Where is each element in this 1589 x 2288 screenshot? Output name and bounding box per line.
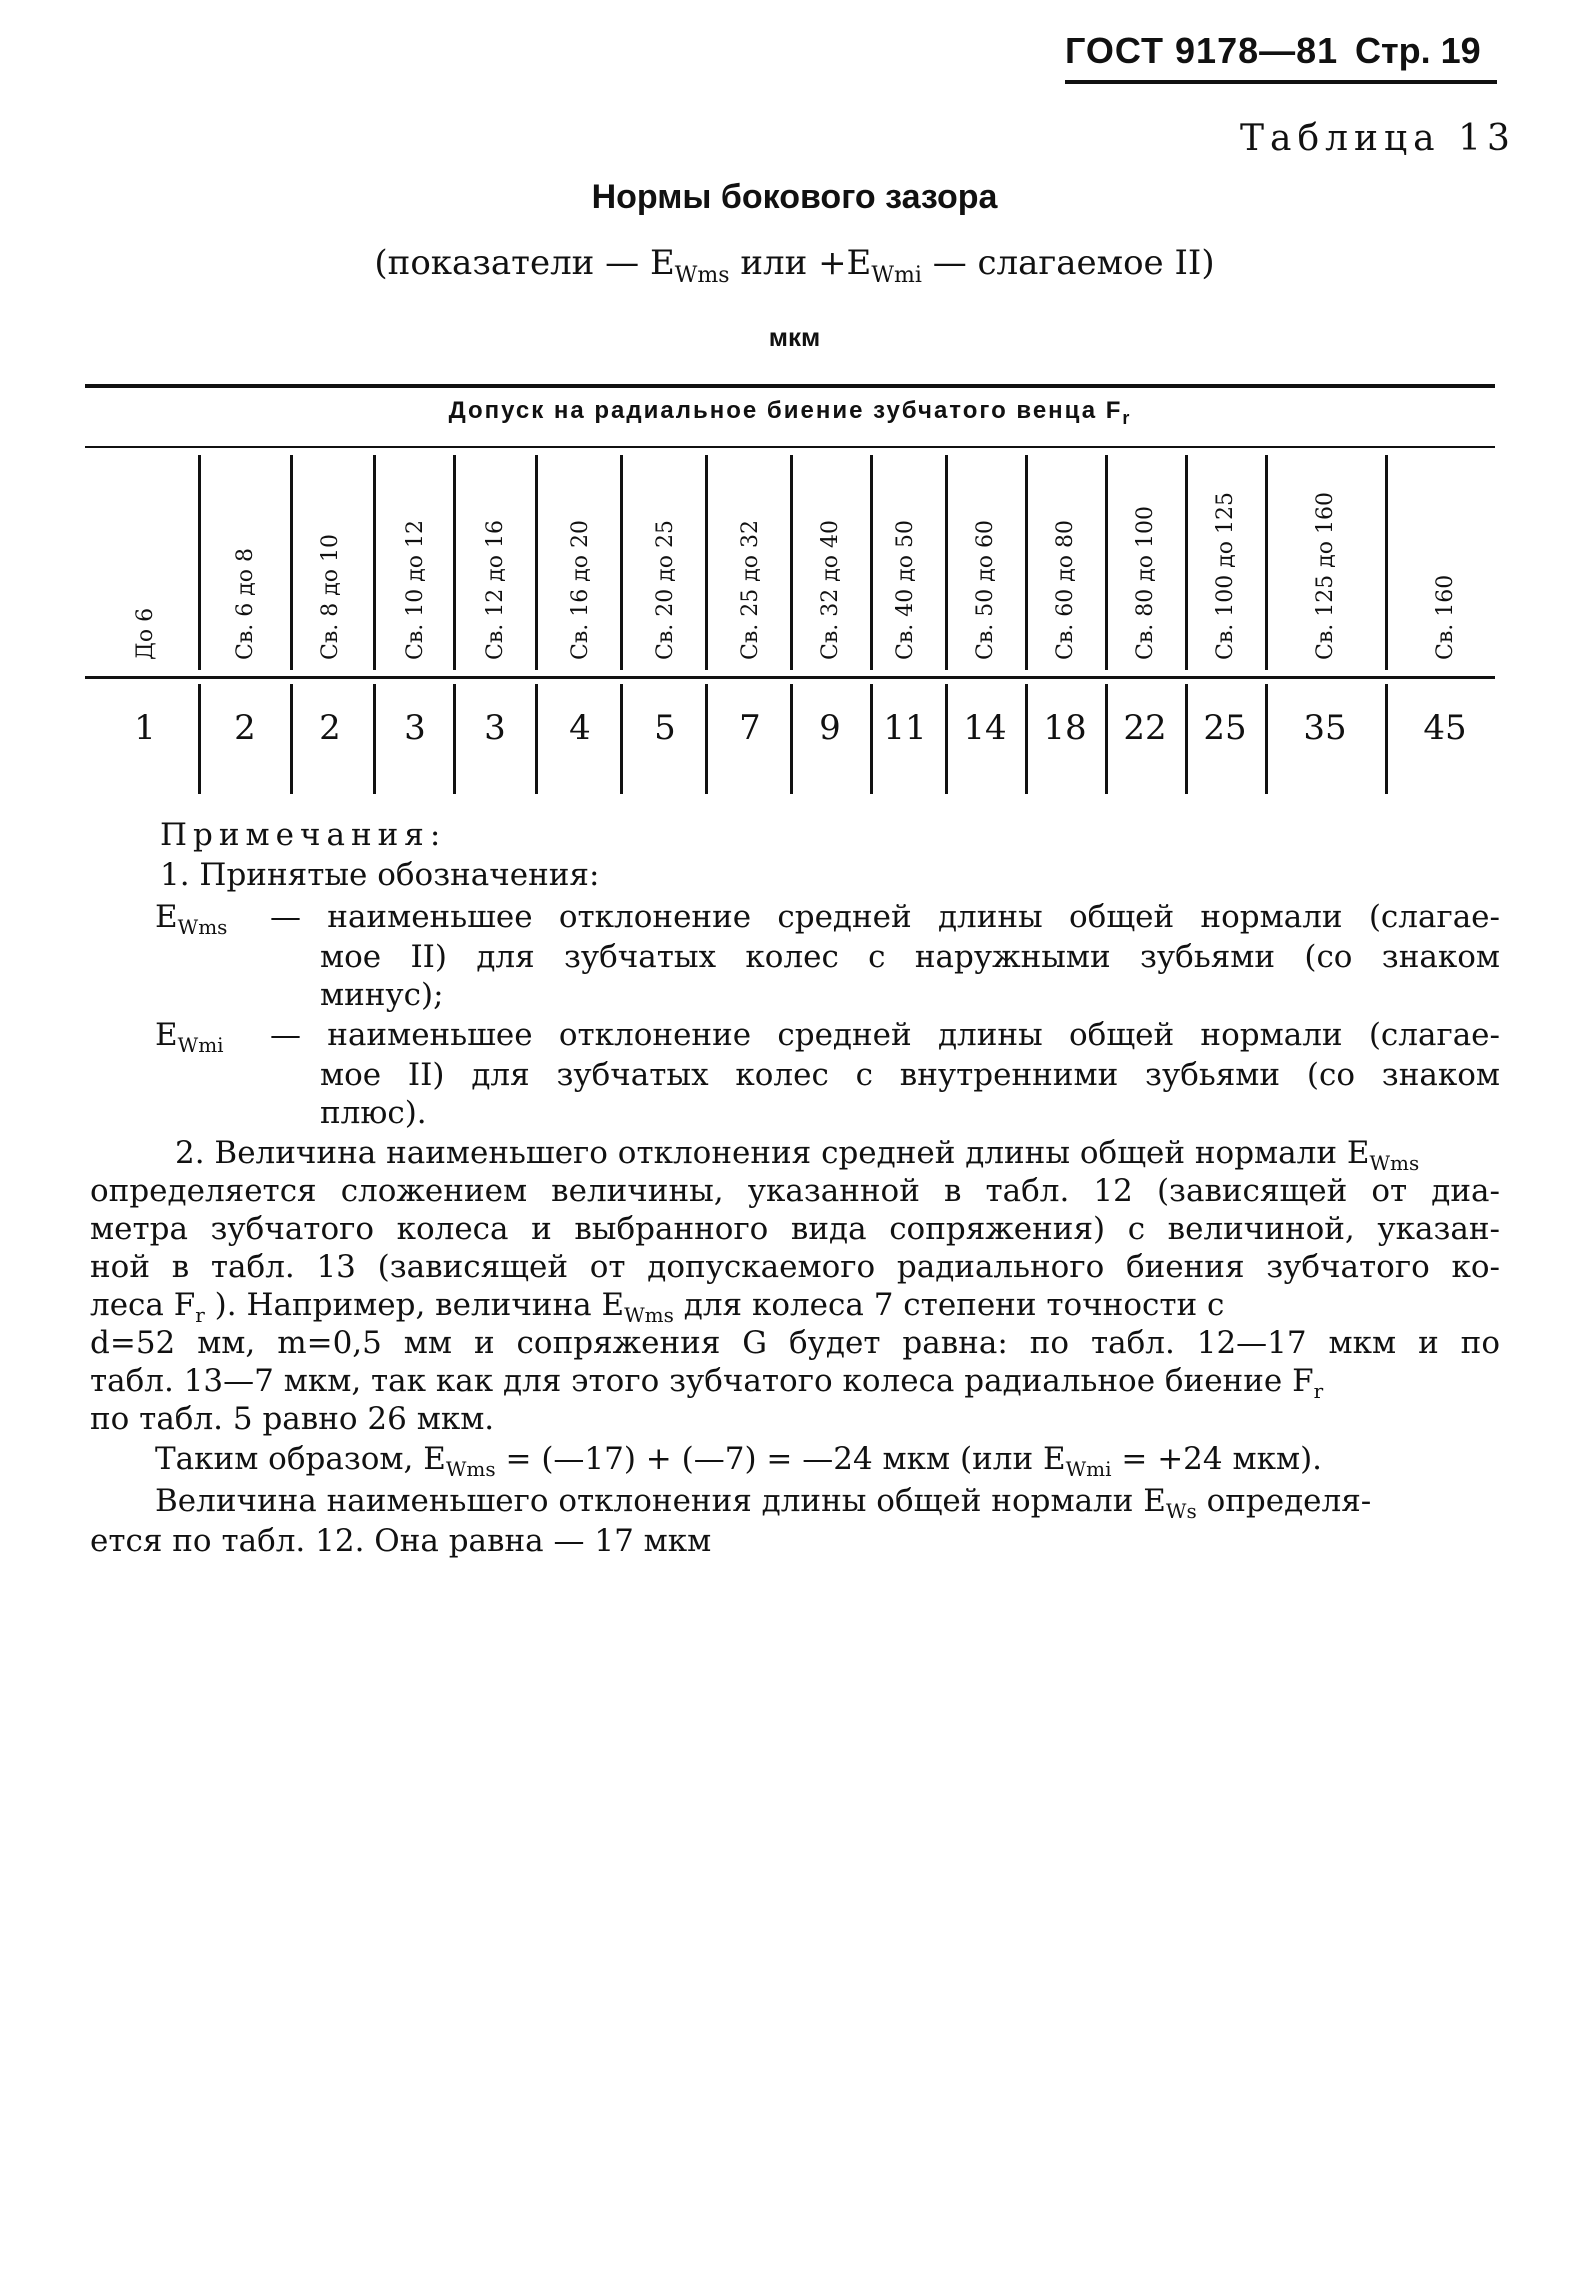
note-3-line-1: Величина наименьшего отклонения длины общей нормали $E_{Ws}$ определя- <box>155 1483 1372 1524</box>
column-header-label: Св. 100 до 125 <box>1213 492 1238 660</box>
ewmi-definition-line-2: мое II) для зубчатых колес с внутренними зубьями (со знаком <box>320 1057 1500 1093</box>
table-cell-value: 2 <box>234 708 256 748</box>
note-2-line-8: по табл. 5 равно 26 мкм. <box>90 1401 495 1437</box>
note-2-line-9: Таким образом, $E_{Wms}$ = (—17) + (—7) = —24 мкм (или $E_{Wmi} = +24$ мкм). <box>155 1441 1323 1482</box>
page-number: Стр. 19 <box>1355 30 1481 71</box>
table-cell-value: 3 <box>404 708 426 748</box>
table-cell-value: 35 <box>1303 708 1347 748</box>
symbol-ewmi: $E_{Wmi}$ <box>155 1017 224 1058</box>
table-cell-value: 2 <box>319 708 341 748</box>
body-column-divider <box>453 684 456 794</box>
column-header-label: Св. 40 до 50 <box>893 520 918 660</box>
note-2-line-5: леса $F_r$ ). Например, величина $E_{Wms}$ для колеса 7 степени точности с <box>90 1287 1225 1328</box>
table-subtitle: (показатели — $E_{Wms}$ или $+E_{Wmi}$ — слагаемое II) <box>374 243 1215 288</box>
table-cell-value: 1 <box>134 708 156 748</box>
ewmi-definition-line-1: — наименьшее отклонение средней длины общей нормали (слагае- <box>270 1017 1500 1053</box>
column-header-label: Св. 50 до 60 <box>973 520 998 660</box>
column-group-header: Допуск на радиальное биение зубчатого венца $F_r$ <box>448 397 1132 428</box>
header-column-divider <box>1105 455 1108 670</box>
note-2-line-4: ной в табл. 13 (зависящей от допускаемого радиального биения зубчатого ко- <box>90 1249 1500 1285</box>
note-2-line-2: определяется сложением величины, указанной в табл. 12 (зависящей от диа- <box>90 1173 1500 1209</box>
note-3-line-2: ется по табл. 12. Она равна — 17 мкм <box>90 1523 712 1559</box>
header-column-divider <box>1185 455 1188 670</box>
column-header-label: Св. 25 до 32 <box>738 520 763 660</box>
header-column-divider <box>453 455 456 670</box>
body-column-divider <box>1105 684 1108 794</box>
body-column-divider <box>198 684 201 794</box>
body-column-divider <box>373 684 376 794</box>
column-header-label: Св. 10 до 12 <box>403 520 428 660</box>
header-column-divider <box>290 455 293 670</box>
header-column-divider <box>790 455 793 670</box>
body-column-divider <box>620 684 623 794</box>
header-column-divider <box>1265 455 1268 670</box>
body-column-divider <box>790 684 793 794</box>
column-header-label: Св. 6 до 8 <box>233 548 258 660</box>
table-cell-value: 14 <box>963 708 1007 748</box>
note-2-line-7: табл. 13—7 мкм, так как для этого зубчатого колеса радиальное биение $F_r$ <box>90 1363 1324 1404</box>
ewmi-definition-line-3: плюс). <box>320 1095 427 1131</box>
header-column-divider <box>620 455 623 670</box>
column-header-label: Св. 16 до 20 <box>568 520 593 660</box>
table-unit: мкм <box>768 322 821 352</box>
note-2-line-3: метра зубчатого колеса и выбранного вида сопряжения) с величиной, указан- <box>90 1211 1500 1247</box>
body-column-divider <box>1185 684 1188 794</box>
table-cell-value: 22 <box>1123 708 1167 748</box>
ewms-definition-line-3: минус); <box>320 977 444 1013</box>
ewms-definition-line-2: мое II) для зубчатых колес с наружными зубьями (со знаком <box>320 939 1500 975</box>
table-title: Нормы бокового зазора <box>591 178 998 216</box>
table-cell-value: 45 <box>1423 708 1467 748</box>
standard-number: ГОСТ 9178—81 <box>1065 30 1339 71</box>
note-2-line-1: 2. Величина наименьшего отклонения средней длины общей нормали $E_{Wms}$ <box>175 1135 1420 1176</box>
body-column-divider <box>290 684 293 794</box>
header-column-divider <box>535 455 538 670</box>
table-cell-value: 4 <box>569 708 591 748</box>
header-column-divider <box>705 455 708 670</box>
body-column-divider <box>945 684 948 794</box>
column-header-label: До 6 <box>133 607 158 660</box>
body-column-divider <box>870 684 873 794</box>
body-column-divider <box>705 684 708 794</box>
notes-heading: Примечания: <box>160 817 447 853</box>
table-cell-value: 18 <box>1043 708 1087 748</box>
table-cell-value: 25 <box>1203 708 1247 748</box>
body-column-divider <box>1025 684 1028 794</box>
column-header-label: Св. 8 до 10 <box>318 534 343 660</box>
table-label: Таблица 13 <box>1240 118 1516 159</box>
table-cell-value: 9 <box>819 708 841 748</box>
body-column-divider <box>1265 684 1268 794</box>
column-header-label: Св. 60 до 80 <box>1053 520 1078 660</box>
column-header-label: Св. 12 до 16 <box>483 520 508 660</box>
header-rule <box>1065 80 1497 84</box>
header-column-divider <box>870 455 873 670</box>
table-cell-value: 7 <box>739 708 761 748</box>
column-header-label: Св. 160 <box>1433 574 1458 660</box>
ewms-definition-line-1: — наименьшее отклонение средней длины общей нормали (слагае- <box>270 899 1500 935</box>
table-cell-value: 11 <box>883 708 927 748</box>
header-column-divider <box>198 455 201 670</box>
header-column-divider <box>1385 455 1388 670</box>
header-bottom-rule <box>85 676 1495 679</box>
column-header-label: Св. 20 до 25 <box>653 520 678 660</box>
table-cell-value: 3 <box>484 708 506 748</box>
symbol-ewms: $E_{Wms}$ <box>155 899 228 940</box>
column-header-label: Св. 80 до 100 <box>1133 506 1158 660</box>
header-column-divider <box>1025 455 1028 670</box>
note-2-line-6: d=52 мм, m=0,5 мм и сопряжения G будет равна: по табл. 12—17 мкм и по <box>90 1325 1500 1361</box>
table-cell-value: 5 <box>654 708 676 748</box>
note-1-title: 1. Принятые обозначения: <box>160 857 600 893</box>
column-header-label: Св. 32 до 40 <box>818 520 843 660</box>
header-divider-rule <box>85 446 1495 448</box>
header-column-divider <box>373 455 376 670</box>
header-column-divider <box>945 455 948 670</box>
table-top-rule <box>85 384 1495 388</box>
body-column-divider <box>535 684 538 794</box>
column-header-label: Св. 125 до 160 <box>1313 492 1338 660</box>
body-column-divider <box>1385 684 1388 794</box>
